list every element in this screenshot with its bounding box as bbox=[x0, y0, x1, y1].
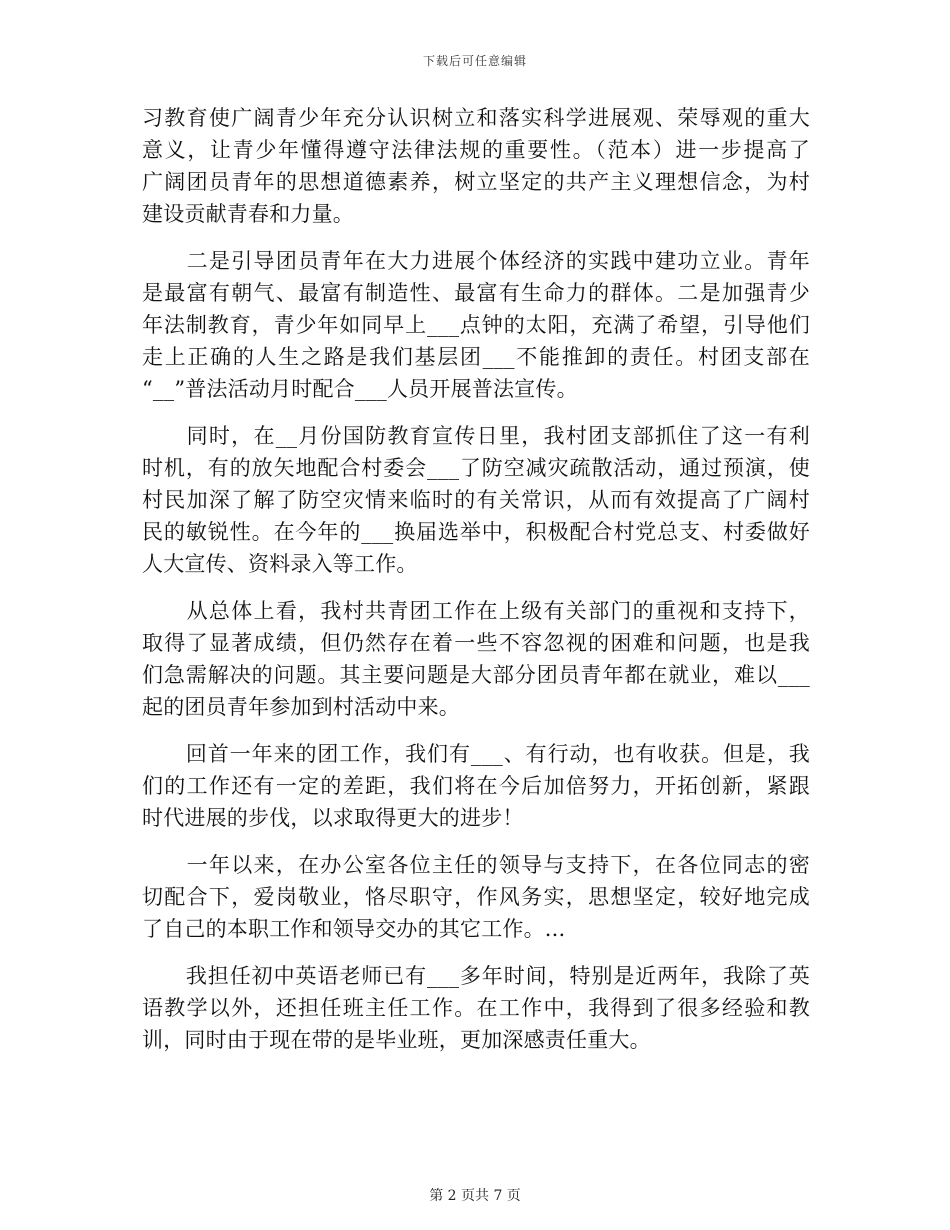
text-line: 了自己的本职工作和领导交办的其它工作。... bbox=[142, 917, 566, 941]
paragraph bbox=[142, 960, 810, 1056]
text-line: 同时，在__月份国防教育宣传日里，我村团支部抓住了这一有利 bbox=[142, 424, 810, 448]
text-line: 时机，有的放矢地配合村委会___了防空减灾疏散活动，通过预演，使 bbox=[142, 456, 810, 480]
text-line: 人大宣传、资料录入等工作。 bbox=[142, 552, 418, 576]
text-line: 村民加深了解了防空灾情来临时的有关常识，从而有效提高了广阔村 bbox=[142, 488, 810, 512]
text-line: 是最富有朝气、最富有制造性、最富有生命力的群体。二是加强青少 bbox=[142, 281, 810, 305]
text-line: 一年以来，在办公室各位主任的领导与支持下，在各位同志的密 bbox=[142, 853, 810, 877]
page-header: 下载后可任意编辑 bbox=[422, 54, 527, 68]
text-line: 回首一年来的团工作，我们有___、有行动，也有收获。但是，我 bbox=[142, 742, 810, 766]
text-line: 训，同时由于现在带的是毕业班，更加深感责任重大。 bbox=[142, 1028, 651, 1052]
text-line: 民的敏锐性。在今年的___换届选举中，积极配合村党总支、村委做好 bbox=[142, 520, 810, 544]
text-line: 语教学以外，还担任班主任工作。在工作中，我得到了很多经验和教 bbox=[142, 996, 810, 1020]
paragraph bbox=[142, 102, 810, 230]
text-line: 们的工作还有一定的差距，我们将在今后加倍努力，开拓创新，紧跟 bbox=[142, 774, 810, 798]
text-line: 从总体上看，我村共青团工作在上级有关部门的重视和支持下， bbox=[142, 599, 810, 623]
text-line: 时代进展的步伐，以求取得更大的进步！ bbox=[142, 806, 524, 830]
text-line: 我担任初中英语老师已有___多年时间，特别是近两年，我除了英 bbox=[142, 964, 810, 988]
text-line: 走上正确的人生之路是我们基层团___不能推卸的责任。村团支部在 bbox=[142, 345, 810, 369]
text-line: 广阔团员青年的思想道德素养，树立坚定的共产主义理想信念，为村 bbox=[142, 170, 810, 194]
text-line: 取得了显著成绩，但仍然存在着一些不容忽视的困难和问题，也是我 bbox=[142, 631, 810, 655]
text-line: 建设贡献青春和力量。 bbox=[142, 202, 354, 226]
paragraph bbox=[142, 595, 810, 723]
text-line: “__”普法活动月时配合___人员开展普法宣传。 bbox=[142, 377, 578, 401]
document-body bbox=[142, 102, 810, 1071]
paragraph bbox=[142, 245, 810, 405]
text-line: 起的团员青年参加到村活动中来。 bbox=[142, 695, 460, 719]
paragraph bbox=[142, 738, 810, 834]
paragraph bbox=[142, 849, 810, 945]
text-line: 习教育使广阔青少年充分认识树立和落实科学进展观、荣辱观的重大 bbox=[142, 106, 810, 130]
text-line: 切配合下，爱岗敬业，恪尽职守，作风务实，思想坚定，较好地完成 bbox=[142, 885, 810, 909]
text-line: 们急需解决的问题。其主要问题是大部分团员青年都在就业，难以___ bbox=[142, 663, 810, 687]
text-line: 意义，让青少年懂得遵守法律法规的重要性。（范本）进一步提高了 bbox=[142, 138, 810, 162]
text-line: 年法制教育，青少年如同早上___点钟的太阳，充满了希望，引导他们 bbox=[142, 313, 810, 337]
text-line: 二是引导团员青年在大力进展个体经济的实践中建功立业。青年 bbox=[142, 249, 810, 273]
page-number-footer: 第 2 页共 7 页 bbox=[429, 1188, 521, 1204]
paragraph bbox=[142, 420, 810, 580]
